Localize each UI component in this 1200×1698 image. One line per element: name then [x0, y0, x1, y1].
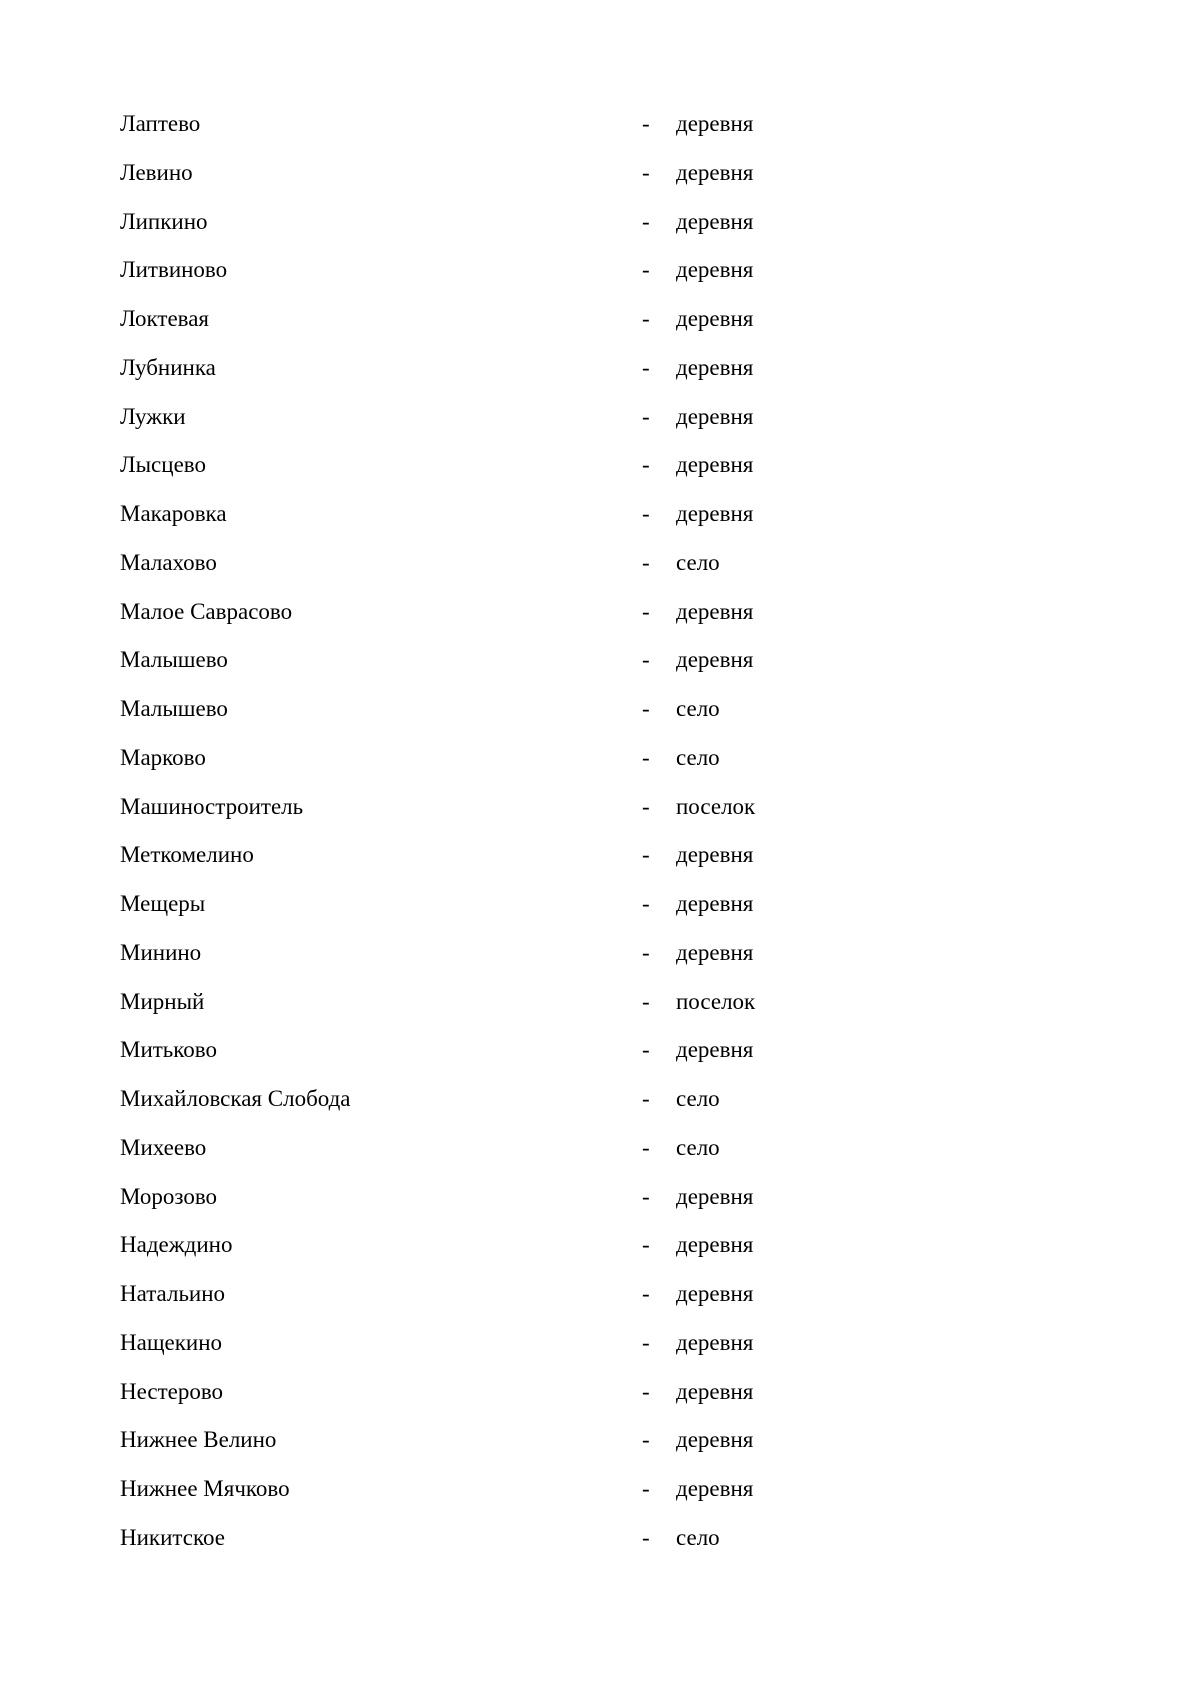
settlement-type: деревня [676, 306, 754, 331]
settlement-type: село [676, 1524, 720, 1550]
settlement-name: Натальино [120, 1281, 226, 1306]
list-item [120, 500, 900, 549]
settlement-type: деревня [676, 1183, 754, 1209]
settlement-name: Локтевая [120, 306, 210, 331]
list-item [120, 1036, 900, 1085]
settlement-name: Макаровка [120, 501, 227, 526]
list-item [120, 1134, 900, 1183]
settlement-name: Нащекино [120, 1329, 223, 1355]
separator-dash: - [642, 111, 650, 136]
settlement-list [120, 110, 900, 1573]
settlement-name: Малахово [120, 549, 217, 575]
list-item [120, 305, 900, 354]
settlement-type: деревня [676, 403, 754, 429]
list-item [120, 1183, 900, 1232]
separator-dash: - [642, 549, 650, 575]
settlement-name: Минино [120, 939, 202, 965]
settlement-name: Левино [120, 159, 193, 185]
settlement-type: деревня [676, 501, 754, 526]
settlement-type: поселок [676, 793, 756, 819]
list-item [120, 939, 900, 988]
separator-dash: - [642, 696, 650, 721]
separator-dash: - [642, 208, 650, 234]
settlement-type: деревня [676, 1037, 754, 1063]
list-item [120, 1231, 900, 1280]
settlement-type: деревня [676, 1232, 754, 1258]
settlement-name: Марково [120, 744, 206, 770]
separator-dash: - [642, 257, 650, 283]
settlement-type: деревня [676, 1476, 754, 1501]
list-item [120, 1085, 900, 1134]
separator-dash: - [642, 354, 650, 380]
separator-dash: - [642, 403, 650, 429]
list-item [120, 841, 900, 890]
settlement-type: село [676, 744, 720, 770]
list-item [120, 403, 900, 452]
settlement-type: деревня [676, 891, 754, 916]
separator-dash: - [642, 1281, 650, 1306]
separator-dash: - [642, 1183, 650, 1209]
settlement-name: Мещеры [120, 891, 206, 916]
settlement-type: село [676, 1086, 720, 1111]
settlement-name: Лужки [120, 403, 186, 429]
list-item [120, 1378, 900, 1427]
separator-dash: - [642, 598, 650, 624]
list-item [120, 451, 900, 500]
list-item [120, 598, 900, 647]
settlement-type: деревня [676, 842, 754, 868]
separator-dash: - [642, 744, 650, 770]
list-item [120, 256, 900, 305]
settlement-type: деревня [676, 354, 754, 380]
separator-dash: - [642, 939, 650, 965]
separator-dash: - [642, 501, 650, 526]
list-item [120, 1475, 900, 1524]
settlement-name: Никитское [120, 1524, 225, 1550]
separator-dash: - [642, 793, 650, 819]
separator-dash: - [642, 1427, 650, 1453]
settlement-name: Лаптево [120, 111, 201, 136]
settlement-name: Малышево [120, 647, 228, 673]
settlement-name: Липкино [120, 208, 208, 234]
settlement-name: Меткомелино [120, 842, 254, 868]
settlement-type: село [676, 1134, 720, 1160]
settlement-name: Михайловская Слобода [120, 1086, 351, 1111]
list-item [120, 1524, 900, 1573]
list-item [120, 1426, 900, 1475]
separator-dash: - [642, 988, 650, 1014]
settlement-type: поселок [676, 988, 756, 1014]
separator-dash: - [642, 1524, 650, 1550]
settlement-name: Мирный [120, 988, 205, 1014]
list-item [120, 1280, 900, 1329]
separator-dash: - [642, 1329, 650, 1355]
settlement-type: деревня [676, 1427, 754, 1453]
separator-dash: - [642, 1134, 650, 1160]
settlement-type: деревня [676, 939, 754, 965]
settlement-type: деревня [676, 1281, 754, 1306]
settlement-name: Нестерово [120, 1378, 224, 1404]
separator-dash: - [642, 647, 650, 673]
list-item [120, 744, 900, 793]
separator-dash: - [642, 452, 650, 478]
list-item [120, 695, 900, 744]
separator-dash: - [642, 306, 650, 331]
list-item [120, 159, 900, 208]
list-item [120, 988, 900, 1037]
list-item [120, 110, 900, 159]
settlement-name: Нижнее Мячково [120, 1476, 290, 1501]
settlement-type: деревня [676, 598, 754, 624]
settlement-type: деревня [676, 208, 754, 234]
settlement-name: Митьково [120, 1037, 218, 1063]
separator-dash: - [642, 1037, 650, 1063]
list-item [120, 208, 900, 257]
settlement-name: Лубнинка [120, 354, 216, 380]
list-item [120, 646, 900, 695]
settlement-name: Лысцево [120, 452, 206, 478]
settlement-type: село [676, 549, 720, 575]
separator-dash: - [642, 1476, 650, 1501]
settlement-type: деревня [676, 159, 754, 185]
settlement-name: Михеево [120, 1134, 207, 1160]
settlement-type: деревня [676, 1329, 754, 1355]
list-item [120, 1329, 900, 1378]
separator-dash: - [642, 1232, 650, 1258]
separator-dash: - [642, 1086, 650, 1111]
separator-dash: - [642, 842, 650, 868]
separator-dash: - [642, 1378, 650, 1404]
settlement-type: деревня [676, 647, 754, 673]
settlement-name: Морозово [120, 1183, 218, 1209]
separator-dash: - [642, 891, 650, 916]
settlement-type: село [676, 696, 720, 721]
settlement-name: Машиностроитель [120, 793, 304, 819]
settlement-name: Малое Саврасово [120, 598, 293, 624]
settlement-name: Малышево [120, 696, 228, 721]
settlement-name: Литвиново [120, 257, 228, 283]
settlement-type: деревня [676, 1378, 754, 1404]
list-item [120, 890, 900, 939]
list-item [120, 793, 900, 842]
list-item [120, 354, 900, 403]
settlement-name: Надеждино [120, 1232, 233, 1258]
list-item [120, 549, 900, 598]
settlement-type: деревня [676, 452, 754, 478]
settlement-name: Нижнее Велино [120, 1427, 277, 1453]
separator-dash: - [642, 159, 650, 185]
settlement-type: деревня [676, 111, 754, 136]
settlement-type: деревня [676, 257, 754, 283]
